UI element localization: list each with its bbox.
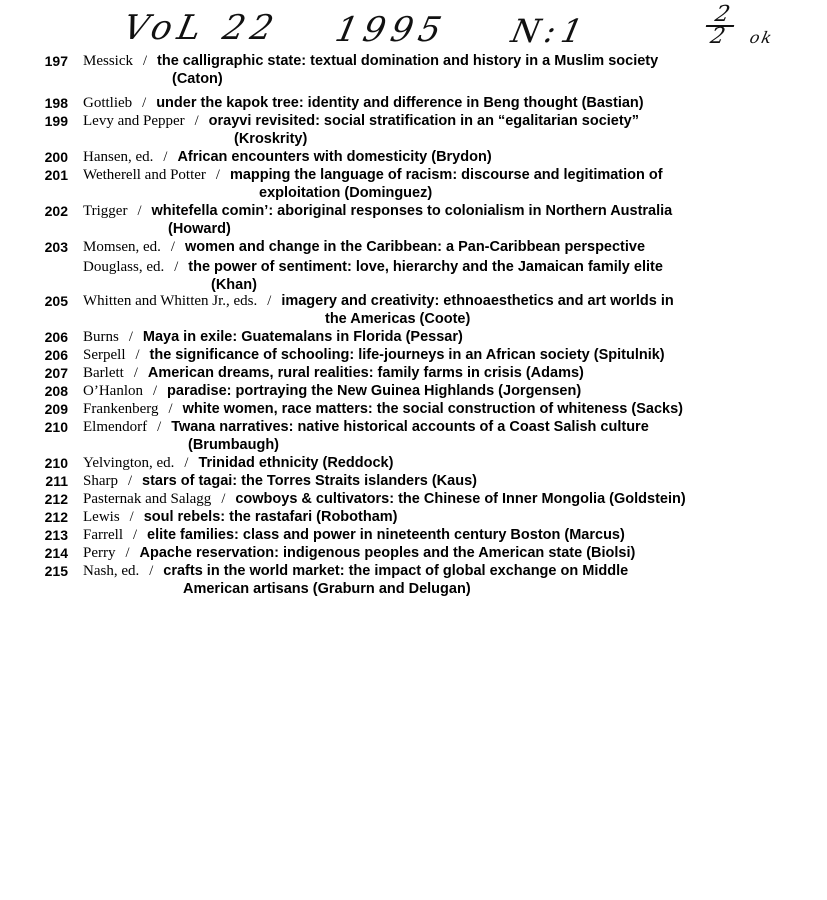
entry-line — [83, 94, 644, 112]
entry-number: 207 — [44, 365, 68, 381]
separator-slash: / — [168, 401, 173, 417]
handwritten-ok: ok — [747, 28, 776, 47]
handwritten-number: N:1 — [507, 12, 593, 50]
separator-slash: / — [163, 149, 168, 165]
fraction-bottom: 2 — [708, 24, 728, 49]
entry-title: cowboys & cultivators: the Chinese of Inner Mongolia (Goldstein) — [235, 491, 686, 507]
entry-line — [83, 52, 658, 70]
entry-author: Trigger — [83, 203, 128, 219]
entry-line — [83, 238, 645, 256]
entry-title: the calligraphic state: textual domination and history in a Muslim society — [157, 53, 659, 69]
entry-title-continued: (Howard) — [168, 221, 231, 237]
entry-number: 201 — [44, 167, 68, 183]
entry-author: Farrell — [83, 527, 123, 543]
entry-title: orayvi revisited: social stratification in an “egalitarian society” — [208, 113, 639, 129]
entry-line — [83, 400, 683, 418]
entry-title-continued: (Caton) — [172, 71, 223, 87]
entry-number: 205 — [44, 293, 68, 309]
separator-slash: / — [128, 329, 133, 345]
entry-title: whitefella comin’: aboriginal responses to colonialism in Northern Australia — [151, 203, 673, 219]
entry-title-continued: the Americas (Coote) — [325, 311, 471, 327]
entry-line — [83, 544, 635, 562]
entry-line — [83, 148, 492, 166]
entry-line — [83, 364, 584, 382]
entry-title: under the kapok tree: identity and difference in Beng thought (Bastian) — [156, 95, 644, 111]
entry-author: Douglass, ed. — [83, 259, 165, 275]
separator-slash: / — [221, 491, 226, 507]
entry-title: women and change in the Caribbean: a Pan-Caribbean perspective — [184, 239, 646, 255]
entry-number: 209 — [44, 401, 68, 417]
entry-line — [83, 418, 649, 436]
separator-slash: / — [133, 365, 138, 381]
separator-slash: / — [143, 53, 148, 69]
entry-title: imagery and creativity: ethnoaesthetics and art worlds in — [281, 293, 674, 309]
entry-author: Serpell — [83, 347, 126, 363]
entry-title-continued: (Kroskrity) — [234, 131, 308, 147]
separator-slash: / — [149, 563, 154, 579]
handwritten-volume: VoL 22 — [119, 8, 283, 48]
entry-number: 208 — [44, 383, 68, 399]
fraction-top: 2 — [712, 2, 733, 27]
entry-title: American dreams, rural realities: family farms in crisis (Adams) — [147, 365, 584, 381]
entry-title: elite families: class and power in nineteenth century Boston (Marcus) — [147, 527, 625, 543]
separator-slash: / — [128, 473, 133, 489]
entry-title-continued: (Brumbaugh) — [188, 437, 280, 453]
separator-slash: / — [129, 509, 134, 525]
entry-title: the significance of schooling: life-journeys in an African society (Spitulnik) — [149, 347, 665, 363]
entry-number: 200 — [44, 149, 68, 165]
entry-number: 206 — [44, 347, 68, 363]
entry-number: 210 — [44, 455, 68, 471]
entry-author: Gottlieb — [83, 95, 133, 111]
entry-number: 198 — [44, 95, 68, 111]
entry-line — [83, 346, 665, 364]
entry-title: white women, race matters: the social construction of whiteness (Sacks) — [182, 401, 683, 417]
entry-author: Messick — [83, 53, 133, 69]
entry-line — [83, 454, 393, 472]
entry-number: 215 — [44, 563, 68, 579]
entry-line — [83, 292, 674, 310]
entry-title: paradise: portraying the New Guinea Highlands (Jorgensen) — [167, 383, 582, 399]
entry-title: Trinidad ethnicity (Reddock) — [198, 455, 394, 471]
entry-number: 202 — [44, 203, 68, 219]
entry-line — [83, 328, 463, 346]
separator-slash: / — [135, 347, 140, 363]
entry-line — [83, 258, 663, 276]
entry-title: soul rebels: the rastafari (Robotham) — [143, 509, 398, 525]
handwritten-fraction — [702, 2, 739, 49]
entry-title: Maya in exile: Guatemalans in Florida (Pessar) — [142, 329, 463, 345]
entry-title-continued: (Khan) — [211, 277, 257, 293]
entry-author: Frankenberg — [83, 401, 159, 417]
entry-author: Wetherell and Potter — [83, 167, 206, 183]
entry-number: 199 — [44, 113, 68, 129]
entry-author: Yelvington, ed. — [83, 455, 175, 471]
entry-number: 206 — [44, 329, 68, 345]
entry-title-continued: exploitation (Dominguez) — [259, 185, 433, 201]
entry-line — [83, 112, 639, 130]
entry-line — [83, 472, 477, 490]
separator-slash: / — [215, 167, 220, 183]
entry-author: Barlett — [83, 365, 124, 381]
entry-author: Levy and Pepper — [83, 113, 185, 129]
separator-slash: / — [267, 293, 272, 309]
entry-author: Pasternak and Salagg — [83, 491, 212, 507]
entry-author: Momsen, ed. — [83, 239, 161, 255]
entry-number: 214 — [44, 545, 68, 561]
entry-line — [83, 166, 663, 184]
entry-author: Hansen, ed. — [83, 149, 154, 165]
entry-title: mapping the language of racism: discourse and legitimation of — [229, 167, 663, 183]
separator-slash: / — [125, 545, 130, 561]
entry-line — [83, 508, 398, 526]
entry-number: 212 — [44, 509, 68, 525]
separator-slash: / — [137, 203, 142, 219]
separator-slash: / — [194, 113, 199, 129]
entry-author: Nash, ed. — [83, 563, 140, 579]
separator-slash: / — [153, 383, 158, 399]
entry-line — [83, 382, 581, 400]
entry-author: Whitten and Whitten Jr., eds. — [83, 293, 258, 309]
entry-number: 213 — [44, 527, 68, 543]
separator-slash: / — [184, 455, 189, 471]
entry-author: Perry — [83, 545, 116, 561]
entry-number: 203 — [44, 239, 68, 255]
entry-number: 212 — [44, 491, 68, 507]
entry-number: 197 — [44, 53, 68, 69]
separator-slash: / — [174, 259, 179, 275]
entry-line — [83, 202, 672, 220]
entry-line — [83, 526, 625, 544]
entry-title: the power of sentiment: love, hierarchy and the Jamaican family elite — [188, 259, 663, 275]
entry-line — [83, 490, 686, 508]
entry-author: Elmendorf — [83, 419, 148, 435]
entry-title: Twana narratives: native historical accounts of a Coast Salish culture — [171, 419, 649, 435]
separator-slash: / — [142, 95, 147, 111]
entry-number: 210 — [44, 419, 68, 435]
entry-title: crafts in the world market: the impact of global exchange on Middle — [163, 563, 629, 579]
entry-title: stars of tagai: the Torres Straits islanders (Kaus) — [142, 473, 477, 489]
entry-author: Lewis — [83, 509, 120, 525]
entry-author: O’Hanlon — [83, 383, 143, 399]
entry-title: Apache reservation: indigenous peoples and the American state (Biolsi) — [139, 545, 636, 561]
handwritten-year: 1995 — [331, 10, 451, 50]
entry-title-continued: American artisans (Graburn and Delugan) — [183, 581, 471, 597]
separator-slash: / — [157, 419, 162, 435]
separator-slash: / — [170, 239, 175, 255]
entry-title: African encounters with domesticity (Brydon) — [177, 149, 492, 165]
entry-author: Burns — [83, 329, 119, 345]
entry-author: Sharp — [83, 473, 118, 489]
entry-line — [83, 562, 628, 580]
entry-number: 211 — [45, 473, 68, 489]
separator-slash: / — [132, 527, 138, 543]
